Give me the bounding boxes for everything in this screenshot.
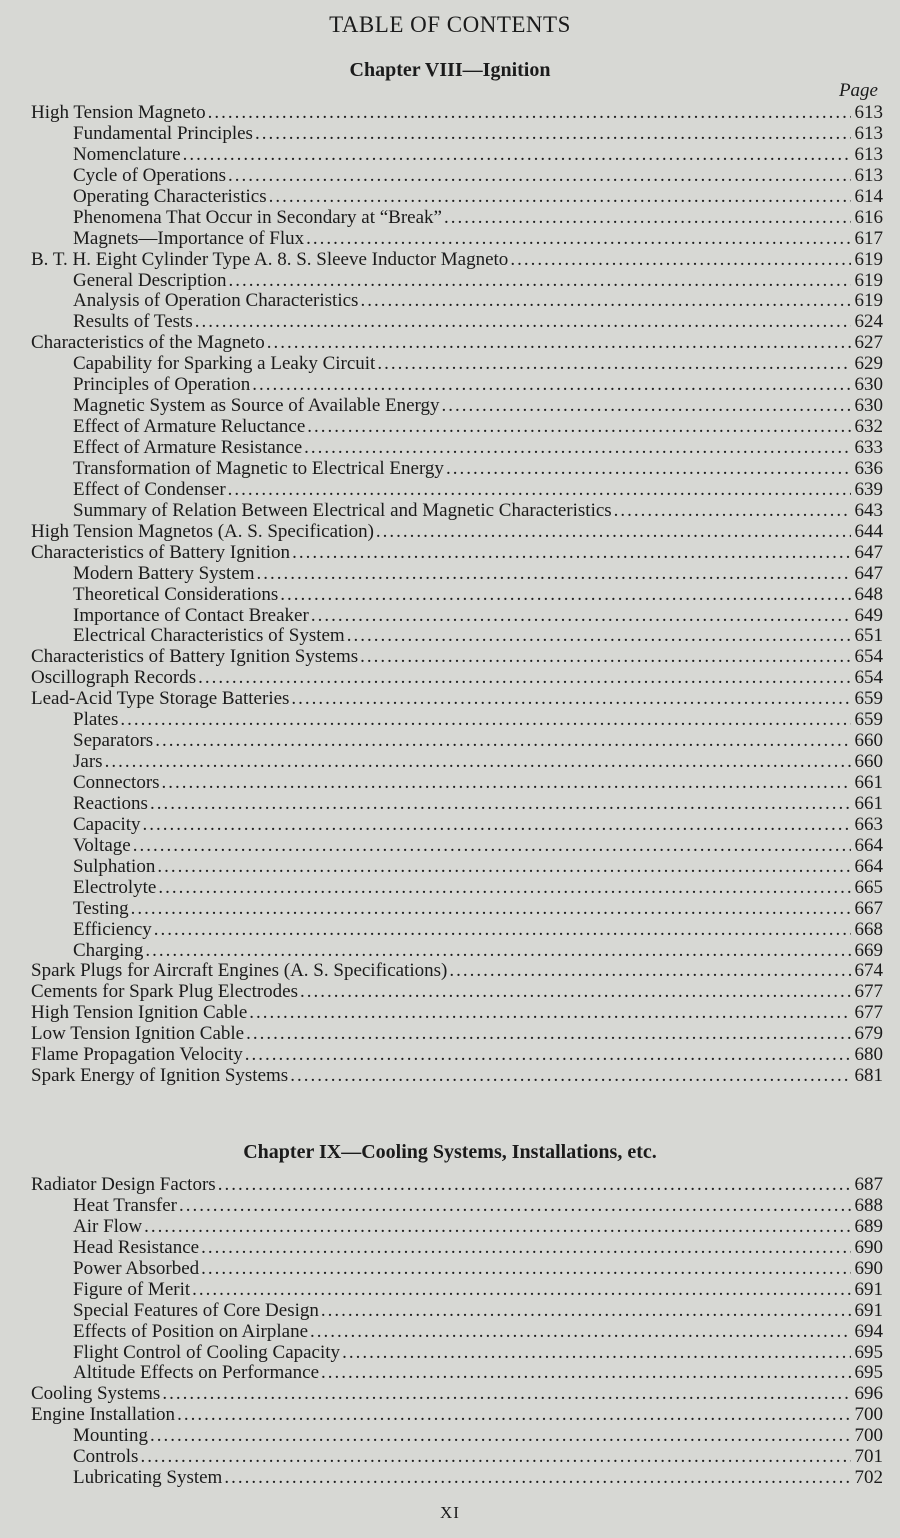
toc-entry-page: 647: [854, 563, 883, 584]
toc-entry: [31, 1175, 883, 1196]
toc-entry-title: Radiator Design Factors: [31, 1175, 216, 1195]
toc-entry: [31, 1280, 883, 1301]
toc-entry: [31, 564, 883, 585]
toc-entry-title: Air Flow: [73, 1216, 143, 1237]
toc-entry-page: 660: [854, 752, 883, 773]
toc-entry-title: Characteristics of Battery Ignition Systems: [31, 647, 359, 668]
toc-entry-title: Efficiency: [73, 919, 152, 940]
toc-entry: [31, 1196, 883, 1217]
toc-entry-page: 694: [854, 1321, 883, 1342]
toc-entry: [31, 982, 883, 1003]
toc-entry-page: 690: [854, 1237, 883, 1258]
dot-leader: [449, 961, 850, 982]
toc-entry-page: 669: [854, 940, 883, 961]
toc-entry: [31, 1322, 883, 1343]
toc-entry-title: Spark Plugs for Aircraft Engines (A. S. Specifications): [31, 961, 448, 982]
toc-entry-page: 630: [854, 396, 883, 417]
toc-entry-title: Characteristics of the Magneto: [31, 333, 265, 354]
toc-entry: [31, 1045, 883, 1066]
dot-leader: [218, 1175, 851, 1196]
toc-entry: [31, 689, 883, 710]
toc-entry: [31, 606, 883, 627]
dot-leader: [280, 585, 850, 606]
toc-entry-page: 651: [854, 626, 883, 647]
dot-leader: [342, 1343, 850, 1364]
dot-leader: [360, 291, 850, 312]
dot-leader: [614, 501, 851, 522]
toc-entry: [31, 668, 883, 689]
dot-leader: [377, 354, 850, 375]
toc-entry-page: 654: [854, 647, 883, 668]
toc-entry-title: Mounting: [73, 1426, 148, 1447]
toc-entry: [31, 166, 883, 187]
toc-entry-title: Transformation of Magnetic to Electrical Energy: [73, 458, 444, 479]
toc-entry-page: 701: [854, 1447, 883, 1468]
toc-entry-page: 659: [854, 710, 883, 731]
toc-entry-title: Lubricating System: [73, 1468, 223, 1489]
toc-entry-title: Charging: [73, 940, 144, 961]
toc-entry-title: Nomenclature: [73, 144, 181, 165]
dot-leader: [444, 208, 851, 229]
toc-entry-title: Head Resistance: [73, 1237, 200, 1258]
dot-leader: [321, 1363, 850, 1384]
toc-entry-page: 649: [854, 605, 883, 626]
toc-entry-page: 663: [854, 814, 883, 835]
toc-entry-title: Connectors: [73, 773, 160, 793]
toc-entry: [31, 1238, 883, 1259]
toc-entry-title: High Tension Magneto: [31, 103, 206, 123]
toc-entry-title: Cooling Systems: [31, 1384, 161, 1405]
toc-entry-title: Phenomena That Occur in Secondary at “Break”: [73, 207, 442, 228]
toc-list: [31, 1175, 883, 1489]
toc-entry: [31, 291, 883, 312]
toc-entry-page: 687: [854, 1175, 883, 1195]
toc-entry-title: Separators: [73, 731, 154, 752]
toc-entry-title: Electrolyte: [73, 877, 157, 898]
toc-entry-page: 624: [854, 312, 883, 333]
toc-entry-title: High Tension Magnetos (A. S. Specification): [31, 521, 374, 542]
toc-entry-page: 643: [854, 500, 883, 521]
toc-entry-title: Spark Energy of Ignition Systems: [31, 1066, 289, 1087]
dot-leader: [228, 480, 851, 501]
dot-leader: [179, 1196, 851, 1217]
dot-leader: [145, 941, 850, 962]
dot-leader: [321, 1301, 851, 1322]
toc-entry-page: 647: [854, 542, 883, 563]
toc-entry: [31, 354, 883, 375]
dot-leader: [177, 1405, 850, 1426]
dot-leader: [157, 857, 850, 878]
toc-entry-page: 700: [854, 1426, 883, 1447]
toc-entry-page: 702: [854, 1468, 883, 1489]
toc-entry-page: 648: [854, 584, 883, 605]
toc-entry-title: Electrical Characteristics of System: [73, 626, 345, 647]
toc-entry-title: Theoretical Considerations: [73, 584, 279, 605]
toc-entry: [31, 752, 883, 773]
dot-leader: [311, 606, 851, 627]
toc-entry: [31, 438, 883, 459]
dot-leader: [140, 1447, 850, 1468]
dot-leader: [162, 773, 851, 794]
toc-entry-title: Power Absorbed: [73, 1258, 200, 1279]
dot-leader: [155, 731, 850, 752]
toc-entry-page: 644: [854, 521, 883, 542]
toc-entry-page: 677: [854, 982, 883, 1003]
dot-leader: [255, 124, 851, 145]
dot-leader: [201, 1238, 850, 1259]
page-column-label: Page: [838, 80, 878, 101]
dot-leader: [143, 815, 851, 836]
dot-leader: [133, 836, 851, 857]
dot-leader: [246, 1024, 850, 1045]
toc-entry: [31, 1259, 883, 1280]
dot-leader: [249, 1003, 850, 1024]
toc-entry: [31, 878, 883, 899]
toc-entry-title: Plates: [73, 710, 119, 731]
toc-entry: [31, 375, 883, 396]
toc-entry: [31, 1363, 883, 1384]
toc-entry-title: Figure of Merit: [73, 1279, 191, 1300]
dot-leader: [300, 982, 850, 1003]
toc-entry: [31, 187, 883, 208]
dot-leader: [228, 166, 850, 187]
toc-entry: [31, 1384, 883, 1405]
toc-entry: [31, 710, 883, 731]
toc-entry: [31, 920, 883, 941]
dot-leader: [154, 920, 851, 941]
toc-entry: [31, 794, 883, 815]
toc-entry: [31, 941, 883, 962]
toc-entry-title: B. T. H. Eight Cylinder Type A. 8. S. Sleeve Inductor Magneto: [31, 249, 509, 270]
toc-entry-page: 664: [854, 835, 883, 856]
toc-entry-title: High Tension Ignition Cable: [31, 1003, 248, 1024]
toc-entry-page: 688: [854, 1195, 883, 1216]
toc-entry-page: 664: [854, 856, 883, 877]
dot-leader: [267, 333, 851, 354]
toc-entry: [31, 543, 883, 564]
toc-entry-title: Special Features of Core Design: [73, 1300, 319, 1321]
toc-entry-title: General Description: [73, 270, 227, 291]
toc-entry-page: 613: [854, 144, 883, 165]
toc-entry-title: Importance of Contact Breaker: [73, 605, 309, 626]
dot-leader: [307, 417, 850, 438]
toc-entry: [31, 1405, 883, 1426]
dot-leader: [131, 899, 851, 920]
toc-entry: [31, 836, 883, 857]
toc-entry-page: 677: [854, 1003, 883, 1024]
toc-entry-page: 617: [854, 228, 883, 249]
toc-entry-title: Effects of Position on Airplane: [73, 1321, 309, 1342]
toc-entry-page: 668: [854, 919, 883, 940]
toc-entry-title: Flight Control of Cooling Capacity: [73, 1342, 341, 1363]
dot-leader: [198, 668, 850, 689]
toc-entry: [31, 271, 883, 292]
toc-entry-page: 695: [854, 1342, 883, 1363]
toc-entry-title: Lead-Acid Type Storage Batteries: [31, 689, 290, 710]
toc-entry-title: Altitude Effects on Performance: [73, 1363, 320, 1384]
toc-entry: [31, 522, 883, 543]
chapter-title: Chapter IX—Cooling Systems, Installations, etc.: [243, 1141, 657, 1163]
toc-entry-page: 636: [854, 458, 883, 479]
toc-entry: [31, 1024, 883, 1045]
dot-leader: [195, 312, 851, 333]
toc-entry-title: Fundamental Principles: [73, 123, 253, 144]
toc-entry-title: Effect of Armature Resistance: [73, 438, 303, 458]
toc-entry: [31, 124, 883, 145]
toc-entry-page: 627: [854, 333, 883, 354]
toc-entry-title: Modern Battery System: [73, 563, 255, 584]
toc-entry-page: 667: [854, 898, 883, 919]
dot-leader: [304, 438, 850, 459]
toc-entry: [31, 1066, 883, 1087]
chapter-title: Chapter VIII—Ignition: [349, 59, 551, 81]
toc-entry: [31, 103, 883, 124]
toc-entry-title: Results of Tests: [73, 312, 193, 333]
toc-entry-title: Controls: [73, 1447, 139, 1468]
toc-entry-title: Analysis of Operation Characteristics: [73, 291, 359, 312]
dot-leader: [183, 145, 851, 166]
toc-entry-title: Summary of Relation Between Electrical and Magnetic Characteristics: [73, 500, 612, 521]
dot-leader: [290, 1066, 850, 1087]
toc-entry-title: Capability for Sparking a Leaky Circuit: [73, 354, 376, 375]
toc-entry-page: 659: [854, 689, 883, 710]
toc-entry-title: Testing: [73, 898, 129, 919]
toc-entry-page: 619: [854, 270, 883, 291]
dot-leader: [224, 1468, 850, 1489]
toc-entry-title: Cycle of Operations: [73, 165, 227, 186]
toc-entry: [31, 647, 883, 668]
toc-list: [31, 103, 883, 1087]
toc-entry: [31, 857, 883, 878]
toc-entry-page: 613: [854, 165, 883, 186]
dot-leader: [144, 1217, 850, 1238]
toc-entry-title: Characteristics of Battery Ignition: [31, 542, 291, 563]
toc-entry-title: Operating Characteristics: [73, 186, 267, 207]
toc-entry-page: 630: [854, 375, 883, 396]
toc-entry: [31, 145, 883, 166]
dot-leader: [446, 459, 851, 480]
dot-leader: [442, 396, 851, 417]
toc-entry-page: 629: [854, 354, 883, 375]
toc-entry-title: Heat Transfer: [73, 1195, 177, 1216]
toc-entry-title: Flame Propagation Velocity: [31, 1045, 243, 1066]
toc-entry-title: Low Tension Ignition Cable: [31, 1024, 245, 1045]
toc-entry-page: 681: [854, 1066, 883, 1087]
toc-entry-page: 619: [854, 291, 883, 312]
dot-leader: [150, 794, 851, 815]
toc-entry: [31, 1426, 883, 1447]
toc-entry-page: 691: [854, 1300, 883, 1321]
toc-entry-page: 689: [854, 1216, 883, 1237]
toc-entry: [31, 731, 883, 752]
dot-leader: [269, 187, 851, 208]
dot-leader: [229, 271, 851, 292]
toc-entry: [31, 1447, 883, 1468]
toc-entry-title: Jars: [73, 752, 103, 773]
toc-entry-title: Reactions: [73, 793, 148, 814]
toc-entry: [31, 773, 883, 794]
toc-entry: [31, 417, 883, 438]
dot-leader: [510, 250, 850, 271]
toc-entry-page: 679: [854, 1024, 883, 1045]
dot-leader: [360, 647, 850, 668]
toc-entry-title: Magnetic System as Source of Available Energy: [73, 396, 440, 417]
toc-entry-page: 696: [854, 1384, 883, 1405]
toc-entry: [31, 1343, 883, 1364]
toc-entry: [31, 1217, 883, 1238]
toc-entry: [31, 1468, 883, 1489]
toc-entry-page: 632: [854, 417, 883, 438]
toc-entry: [31, 229, 883, 250]
dot-leader: [257, 564, 851, 585]
toc-entry-page: 616: [854, 207, 883, 228]
dot-leader: [150, 1426, 851, 1447]
toc-entry-page: 661: [854, 793, 883, 814]
dot-leader: [291, 689, 850, 710]
dot-leader: [162, 1384, 850, 1405]
toc-entry-title: Capacity: [73, 814, 141, 835]
toc-entry-page: 691: [854, 1279, 883, 1300]
toc-entry: [31, 585, 883, 606]
dot-leader: [252, 375, 850, 396]
page-title: TABLE OF CONTENTS: [329, 12, 571, 37]
dot-leader: [245, 1045, 851, 1066]
toc-entry-page: 619: [854, 249, 883, 270]
toc-entry-page: 674: [854, 961, 883, 982]
toc-entry-title: Effect of Armature Reluctance: [73, 417, 306, 438]
dot-leader: [201, 1259, 850, 1280]
toc-entry: [31, 396, 883, 417]
toc-entry-title: Voltage: [73, 835, 131, 856]
toc-entry: [31, 208, 883, 229]
toc-entry-page: 680: [854, 1045, 883, 1066]
toc-entry-title: Effect of Condenser: [73, 479, 226, 500]
dot-leader: [376, 522, 851, 543]
toc-entry-page: 665: [854, 877, 883, 898]
dot-leader: [158, 878, 850, 899]
page-number-footer: XI: [440, 1503, 460, 1522]
toc-entry-title: Principles of Operation: [73, 375, 251, 396]
toc-entry: [31, 250, 883, 271]
toc-entry-page: 614: [854, 186, 883, 207]
dot-leader: [120, 710, 850, 731]
dot-leader: [347, 626, 851, 647]
toc-entry-title: Oscillograph Records: [31, 668, 197, 689]
toc-entry-page: 700: [854, 1405, 883, 1426]
toc-entry-page: 654: [854, 668, 883, 689]
toc-entry-page: 613: [854, 103, 883, 123]
dot-leader: [105, 752, 851, 773]
dot-leader: [306, 229, 850, 250]
toc-entry: [31, 459, 883, 480]
toc-entry-title: Cements for Spark Plug Electrodes: [31, 982, 299, 1003]
toc-entry: [31, 333, 883, 354]
dot-leader: [192, 1280, 850, 1301]
dot-leader: [208, 103, 851, 124]
dot-leader: [292, 543, 850, 564]
toc-entry-title: Magnets—Importance of Flux: [73, 228, 305, 249]
toc-entry: [31, 312, 883, 333]
toc-entry-page: 633: [854, 438, 883, 458]
toc-entry-title: Sulphation: [73, 856, 156, 877]
toc-entry-page: 660: [854, 731, 883, 752]
toc-entry-page: 639: [854, 479, 883, 500]
toc-entry-page: 690: [854, 1258, 883, 1279]
toc-entry: [31, 480, 883, 501]
toc-entry-page: 661: [854, 773, 883, 793]
toc-entry: [31, 899, 883, 920]
toc-entry-page: 695: [854, 1363, 883, 1384]
toc-entry: [31, 1003, 883, 1024]
toc-entry: [31, 501, 883, 522]
toc-entry: [31, 626, 883, 647]
dot-leader: [310, 1322, 850, 1343]
toc-entry: [31, 1301, 883, 1322]
toc-entry-page: 613: [854, 123, 883, 144]
toc-entry-title: Engine Installation: [31, 1405, 176, 1426]
toc-entry: [31, 961, 883, 982]
toc-entry: [31, 815, 883, 836]
